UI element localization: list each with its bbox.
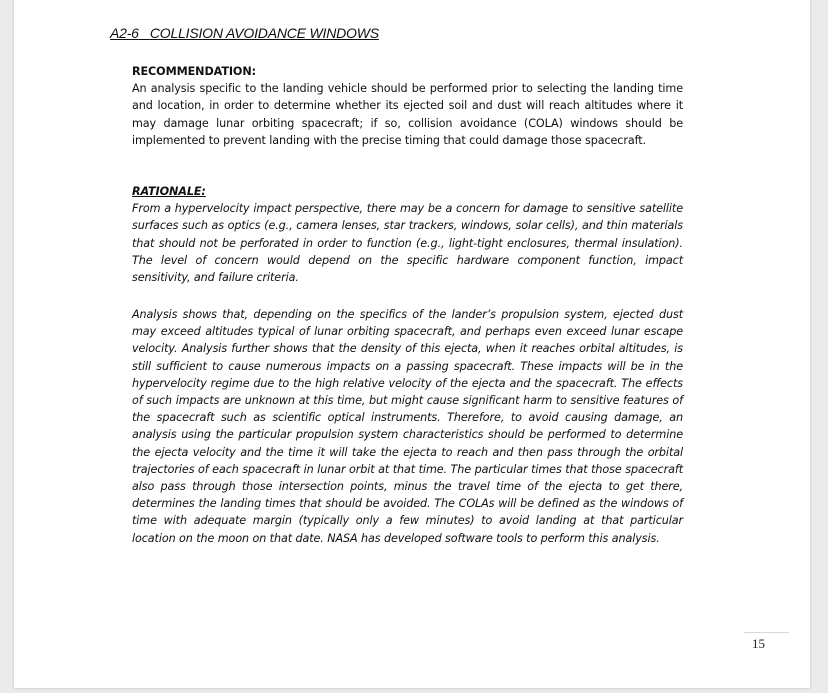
rationale-paragraph-1: From a hypervelocity impact perspective, there may be a concern for damage to sensitive satellite surfaces such as optics (e.g., camera lenses, star trackers, windows, solar cells), and thin materials that should not be perforated in order to function (e.g., light-tight enclosures, thermal insulation). The level of concern would depend on the specific hardware component function, impact sensitivity, and failure criteria. — [132, 202, 683, 285]
section-number: A2-6 — [110, 25, 139, 41]
rationale-label: RATIONALE: — [132, 185, 206, 198]
recommendation-label: RECOMMENDATION: — [132, 65, 256, 78]
rationale-block — [132, 183, 683, 286]
footer-divider — [744, 632, 789, 633]
rationale-paragraph-2-block — [132, 306, 683, 547]
section-title: COLLISION AVOIDANCE WINDOWS — [149, 25, 379, 41]
page-number: 15 — [752, 636, 765, 651]
document-page — [14, 0, 810, 688]
recommendation-text: An analysis specific to the landing vehicle should be performed prior to selecting the landing time and location, in order to determine whether its ejected soil and dust will reach altitudes where it may damage lunar orbiting spacecraft; if so, collision avoidance (COLA) windows should be implemented to prevent landing with the precise timing that could damage those spacecraft. — [132, 82, 683, 147]
rationale-paragraph-2: Analysis shows that, depending on the specifics of the lander’s propulsion system, ejected dust may exceed altitudes typical of lunar orbiting spacecraft, and perhaps even exceed lunar escape velocity. Analysis further shows that the density of this ejecta, when it reaches orbital altitudes, is still sufficient to cause numerous impacts on a passing spacecraft. These impacts will be in the hypervelocity regime due to the high relative velocity of the ejecta and the spacecraft. The effects of such impacts are unknown at this time, but might cause significant harm to sensitive features of the spacecraft such as scientific optical instruments. Therefore, to avoid causing damage, an analysis using the particular propulsion system characteristics should be performed to determine the ejecta velocity and the time it will take the ejecta to reach and then pass through the orbital trajectories of each spacecraft in lunar orbit at that time. The particular times that those spacecraft also pass through those intersection points, minus the travel time of the ejecta to get there, determines the landing times that should be avoided. The COLAs will be defined as the windows of time with adequate margin (typically only a few minutes) to avoid landing at that particular location on the moon on that date. NASA has developed software tools to perform this analysis. — [132, 308, 683, 545]
section-heading — [110, 25, 379, 41]
recommendation-block — [132, 63, 683, 149]
